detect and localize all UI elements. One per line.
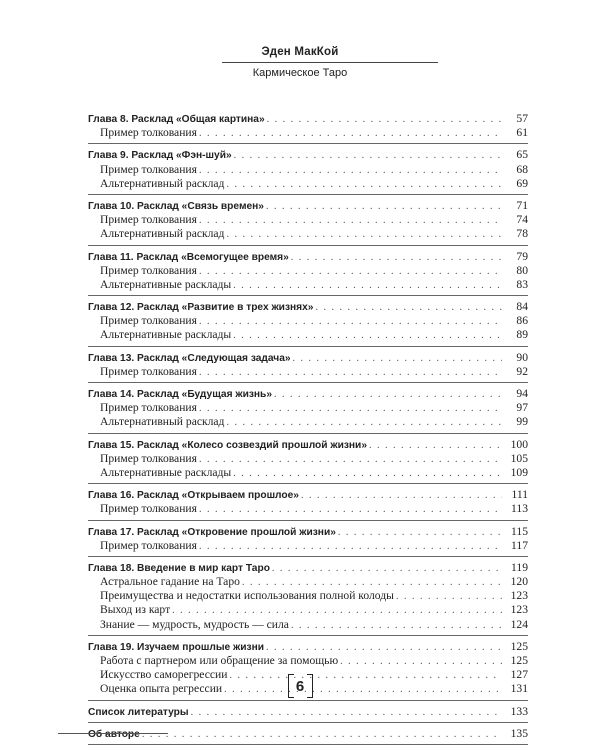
toc-chapter-group bbox=[88, 351, 528, 383]
toc-page-number: 111 bbox=[511, 488, 528, 502]
toc-chapter-title: Глава 16. Расклад «Открываем прошлое» bbox=[88, 490, 299, 502]
toc-page-number: 94 bbox=[516, 387, 528, 400]
toc-page-number: 57 bbox=[516, 112, 528, 125]
toc-dot-leader bbox=[274, 388, 502, 402]
toc-chapter-entry bbox=[88, 351, 528, 365]
toc-dot-leader bbox=[266, 200, 502, 214]
toc-page-number: 133 bbox=[510, 704, 528, 718]
toc-page-number: 127 bbox=[510, 668, 528, 682]
toc-subentry bbox=[88, 177, 528, 191]
toc-chapter-entry bbox=[88, 300, 528, 314]
toc-subentry bbox=[88, 278, 528, 292]
toc-dot-leader bbox=[396, 590, 502, 604]
toc-page-number: 109 bbox=[510, 465, 528, 479]
toc-subentry bbox=[88, 415, 528, 429]
toc-page-number: 120 bbox=[510, 575, 528, 589]
toc-page-number: 79 bbox=[516, 249, 528, 263]
toc-page-number: 65 bbox=[516, 148, 528, 162]
toc-chapter-title: Глава 10. Расклад «Связь времен» bbox=[88, 200, 264, 212]
toc-subentry bbox=[88, 466, 528, 480]
toc-dot-leader bbox=[291, 619, 502, 633]
toc-dot-leader bbox=[291, 251, 502, 265]
toc-subentry-title: Выход из карт bbox=[100, 603, 171, 617]
toc-dot-leader bbox=[199, 366, 502, 380]
toc-page-number: 83 bbox=[516, 277, 528, 291]
toc-chapter-title: Глава 9. Расклад «Фэн-шуй» bbox=[88, 150, 232, 162]
toc-subentry-title: Альтернативный расклад bbox=[100, 227, 225, 241]
toc-chapter-entry bbox=[88, 705, 528, 719]
toc-dot-leader bbox=[199, 503, 502, 517]
toc-subentry bbox=[88, 328, 528, 342]
toc-chapter-group bbox=[88, 561, 528, 636]
toc-chapter-group bbox=[88, 300, 528, 347]
toc-page-number: 123 bbox=[510, 589, 528, 603]
toc-page-number: 125 bbox=[510, 639, 528, 653]
toc-chapter-title: Глава 8. Расклад «Общая картина» bbox=[88, 114, 265, 125]
toc-dot-leader bbox=[272, 562, 502, 576]
toc-dot-leader bbox=[338, 526, 502, 540]
toc-chapter-entry bbox=[88, 199, 528, 213]
toc-dot-leader bbox=[301, 489, 502, 503]
toc-chapter-entry bbox=[88, 640, 528, 654]
toc-chapter-title: Об авторе bbox=[88, 728, 140, 740]
toc-page-number: 74 bbox=[516, 213, 528, 227]
toc-subentry-title: Пример толкования bbox=[100, 162, 197, 176]
toc-page-number: 124 bbox=[510, 617, 528, 631]
toc-subentry-title: Альтернативные расклады bbox=[100, 465, 232, 479]
toc-subentry bbox=[88, 539, 528, 553]
toc-chapter-title: Глава 13. Расклад «Следующая задача» bbox=[88, 352, 291, 364]
toc-subentry-title: Альтернативные расклады bbox=[100, 328, 232, 342]
toc-dot-leader bbox=[315, 301, 502, 315]
toc-subentry-title: Пример толкования bbox=[100, 213, 197, 227]
toc-chapter-entry bbox=[88, 561, 528, 575]
toc-dot-leader bbox=[142, 728, 502, 742]
toc-subentry bbox=[88, 575, 528, 589]
toc-chapter-group bbox=[88, 727, 528, 745]
toc-page-number: 92 bbox=[516, 364, 528, 378]
toc-dot-leader bbox=[242, 576, 502, 590]
toc-subentry-title: Альтернативный расклад bbox=[100, 176, 225, 190]
toc-subentry bbox=[88, 618, 528, 632]
toc-subentry-title: Пример толкования bbox=[100, 126, 197, 140]
toc-dot-leader bbox=[340, 655, 502, 669]
page-number: 6 bbox=[295, 678, 305, 695]
toc-subentry bbox=[88, 264, 528, 278]
toc-page-number: 80 bbox=[516, 263, 528, 277]
toc-page-number: 86 bbox=[516, 314, 528, 328]
toc-subentry-title: Преимущества и недостатки использования полной колоды bbox=[100, 589, 394, 603]
toc-page-number: 99 bbox=[516, 415, 528, 429]
toc-subentry-title: Альтернативные расклады bbox=[100, 277, 232, 291]
toc-chapter-group bbox=[88, 148, 528, 195]
toc-page-number: 105 bbox=[510, 451, 528, 465]
toc-subentry bbox=[88, 126, 528, 140]
toc-dot-leader bbox=[233, 279, 502, 293]
toc-chapter-entry bbox=[88, 148, 528, 162]
toc-subentry bbox=[88, 213, 528, 227]
toc-chapter-entry bbox=[88, 438, 528, 452]
toc-chapter-group bbox=[88, 705, 528, 723]
toc-subentry-title: Оценка опыта регрессии bbox=[100, 682, 223, 696]
toc-dot-leader bbox=[369, 439, 502, 453]
toc-subentry bbox=[88, 365, 528, 379]
toc-subentry bbox=[88, 314, 528, 328]
toc-chapter-entry bbox=[88, 387, 528, 401]
toc-dot-leader bbox=[234, 149, 502, 163]
toc-dot-leader bbox=[266, 641, 502, 655]
toc-dot-leader bbox=[226, 228, 502, 242]
toc-page-number: 90 bbox=[516, 350, 528, 364]
toc-subentry-title: Знание — мудрость, мудрость — сила bbox=[100, 617, 289, 631]
toc-dot-leader bbox=[172, 604, 502, 618]
toc-page-number: 69 bbox=[516, 176, 528, 190]
toc-subentry bbox=[88, 502, 528, 516]
toc-page-number: 117 bbox=[511, 538, 528, 552]
toc-dot-leader bbox=[199, 315, 502, 329]
toc-subentry bbox=[88, 589, 528, 603]
toc-subentry bbox=[88, 401, 528, 415]
toc-page-number: 125 bbox=[510, 654, 528, 667]
toc-page-number: 115 bbox=[511, 524, 528, 538]
toc-dot-leader bbox=[267, 113, 502, 127]
toc-dot-leader bbox=[229, 669, 502, 683]
toc-subentry-title: Пример толкования bbox=[100, 364, 197, 378]
toc-subentry bbox=[88, 227, 528, 241]
toc-chapter-entry bbox=[88, 488, 528, 502]
toc-chapter-group bbox=[88, 438, 528, 485]
toc-dot-leader bbox=[233, 329, 502, 343]
toc-subentry-title: Пример толкования bbox=[100, 263, 197, 277]
toc-chapter-group bbox=[88, 250, 528, 297]
toc-dot-leader bbox=[233, 467, 502, 481]
toc-chapter-group bbox=[88, 199, 528, 246]
toc-page-number: 68 bbox=[516, 162, 528, 176]
toc-subentry-title: Пример толкования bbox=[100, 314, 197, 328]
toc-subentry bbox=[88, 654, 528, 668]
toc-dot-leader bbox=[199, 164, 502, 178]
toc-page-number: 100 bbox=[510, 437, 528, 451]
toc-chapter-entry bbox=[88, 525, 528, 539]
toc-dot-leader bbox=[226, 416, 502, 430]
toc-page-number: 61 bbox=[516, 126, 528, 140]
toc-page-number: 78 bbox=[516, 227, 528, 241]
toc-chapter-title: Глава 12. Расклад «Развитие в трех жизнях» bbox=[88, 302, 314, 314]
toc-page-number: 119 bbox=[511, 560, 528, 574]
toc-chapter-title: Глава 14. Расклад «Будущая жизнь» bbox=[88, 389, 272, 400]
toc-dot-leader bbox=[293, 352, 502, 366]
toc-dot-leader bbox=[191, 706, 502, 720]
toc-chapter-group bbox=[88, 525, 528, 557]
toc-page-number: 131 bbox=[510, 682, 528, 696]
toc-dot-leader bbox=[199, 214, 502, 228]
toc-page-number: 97 bbox=[516, 401, 528, 415]
toc-page-number: 71 bbox=[516, 198, 528, 212]
toc-chapter-title: Глава 11. Расклад «Всемогущее время» bbox=[88, 251, 289, 263]
toc-chapter-group bbox=[88, 387, 528, 434]
toc-chapter-title: Список литературы bbox=[88, 706, 189, 718]
toc-subentry-title: Искусство саморегрессии bbox=[100, 668, 228, 682]
toc-subentry-title: Пример толкования bbox=[100, 502, 197, 516]
toc-dot-leader bbox=[199, 265, 502, 279]
toc-page-number: 113 bbox=[511, 502, 528, 516]
toc-dot-leader bbox=[199, 127, 502, 141]
toc-chapter-title: Глава 18. Введение в мир карт Таро bbox=[88, 562, 270, 574]
footer-divider bbox=[58, 733, 168, 734]
toc-dot-leader bbox=[199, 453, 502, 467]
toc-chapter-entry bbox=[88, 112, 528, 126]
toc-subentry-title: Пример толкования bbox=[100, 401, 197, 415]
toc-page-number: 135 bbox=[510, 726, 528, 740]
toc-chapter-title: Глава 15. Расклад «Колесо созвездий прошлой жизни» bbox=[88, 439, 367, 451]
toc-dot-leader bbox=[226, 178, 502, 192]
toc-subentry-title: Астральное гадание на Таро bbox=[100, 575, 240, 589]
toc-chapter-group bbox=[88, 488, 528, 520]
toc-dot-leader bbox=[199, 402, 502, 416]
toc-page-number: 123 bbox=[510, 603, 528, 617]
toc-chapter-entry bbox=[88, 250, 528, 264]
toc-page-number: 89 bbox=[516, 328, 528, 342]
toc-subentry-title: Пример толкования bbox=[100, 451, 197, 465]
toc-subentry bbox=[88, 603, 528, 617]
table-of-contents bbox=[88, 112, 528, 749]
toc-subentry-title: Работа с партнером или обращение за помощью bbox=[100, 654, 339, 667]
header-divider bbox=[222, 62, 438, 63]
toc-page-number: 84 bbox=[516, 300, 528, 314]
toc-chapter-group bbox=[88, 112, 528, 144]
toc-subentry bbox=[88, 452, 528, 466]
toc-dot-leader bbox=[199, 540, 502, 554]
running-header-book-title: Кармическое Таро bbox=[252, 67, 348, 79]
toc-chapter-title: Глава 19. Изучаем прошлые жизни bbox=[88, 641, 265, 653]
toc-dot-leader bbox=[224, 683, 502, 697]
running-header-author: Эден МакКой bbox=[261, 46, 339, 58]
toc-chapter-title: Глава 17. Расклад «Откровение прошлой жизни» bbox=[88, 526, 336, 538]
toc-subentry-title: Альтернативный расклад bbox=[100, 415, 225, 429]
toc-subentry-title: Пример толкования bbox=[100, 538, 197, 552]
toc-subentry bbox=[88, 163, 528, 177]
